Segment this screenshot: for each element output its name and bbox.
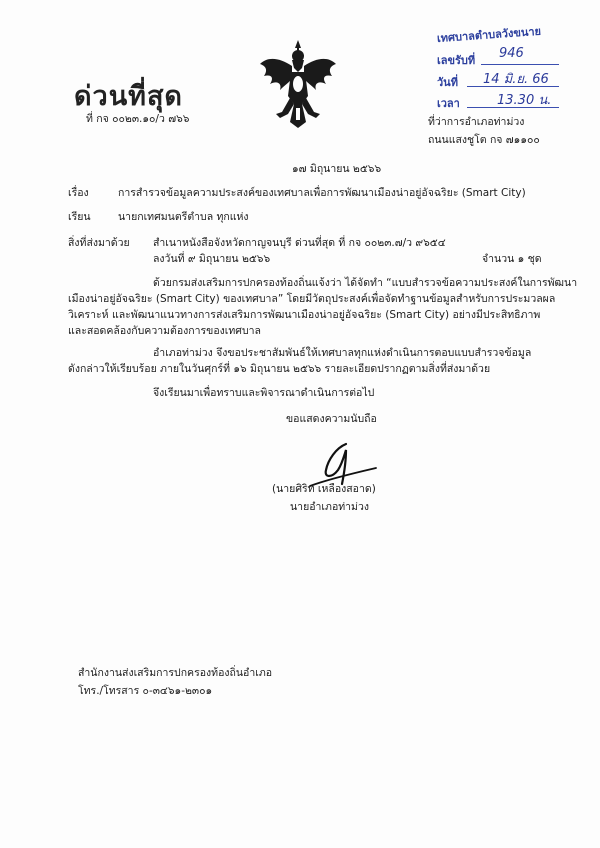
stamp-time-label: เวลา <box>437 97 460 110</box>
body-paragraph-3: จึงเรียนมาเพื่อทราบและพิจารณาดำเนินการต่อไป <box>153 387 375 399</box>
recipient-text: นายกเทศมนตรีตำบล ทุกแห่ง <box>118 211 249 223</box>
sender-office: ที่ว่าการอำเภอท่าม่วง <box>428 116 525 128</box>
stamp-receive-label: เลขรับที่ <box>437 54 476 67</box>
body-paragraph-1-line-1: ด้วยกรมส่งเสริมการปกครองท้องถิ่นแจ้งว่า ได้จัดทำ “แบบสำรวจข้อความประสงค์ในการพัฒนา <box>153 277 578 289</box>
closing-salutation: ขอแสดงความนับถือ <box>286 413 377 425</box>
stamp-time: 13.30 น. <box>497 93 552 108</box>
body-paragraph-1-line-2: เมืองน่าอยู่อัจฉริยะ (Smart City) ของเทศบาล” โดยมีวัตถุประสงค์เพื่อจัดทำฐานข้อมูลสำหรับการประมวลผล <box>68 293 556 305</box>
stamp-date: 14 มิ.ย. 66 <box>483 72 549 87</box>
document-date: ๑๗ มิถุนายน ๒๕๖๖ <box>292 163 382 175</box>
body-paragraph-1-line-4: และสอดคล้องกับความต้องการของเทศบาล <box>68 325 261 337</box>
stamp-receive-number: 946 <box>499 46 524 61</box>
body-paragraph-2-line-2: ดังกล่าวให้เรียบร้อย ภายในวันศุกร์ที่ ๑๖ มิถุนายน ๒๕๖๖ รายละเอียดปรากฏตามสิ่งที่ส่งมาด้วย <box>68 363 491 375</box>
stamp-line-1 <box>481 64 559 65</box>
subject-text: การสำรวจข้อมูลความประสงค์ของเทศบาลเพื่อการพัฒนาเมืองน่าอยู่อัจฉริยะ (Smart City) <box>118 187 526 199</box>
enclosure-line-1: สำเนาหนังสือจังหวัดกาญจนบุรี ด่วนที่สุด ที่ กจ ๐๐๒๓.๗/ว ๙๖๕๔ <box>153 237 446 249</box>
enclosure-line-2: ลงวันที่ ๙ มิถุนายน ๒๕๖๖ <box>153 253 271 265</box>
sender-address: ถนนแสงชูโต กจ ๗๑๑๐๐ <box>428 134 540 146</box>
enclosure-label: สิ่งที่ส่งมาด้วย <box>68 237 130 249</box>
receipt-stamp <box>436 24 561 110</box>
enclosure-count: จำนวน ๑ ชุด <box>482 253 542 265</box>
stamp-date-label: วันที่ <box>437 76 458 89</box>
body-paragraph-1-line-3: วิเคราะห์ และพัฒนาแนวทางการส่งเสริมการพัฒนาเมืองน่าอยู่อัจฉริยะ (Smart City) อย่างมีประสิทธิภาพ <box>68 309 541 321</box>
recipient-label: เรียน <box>68 211 91 223</box>
garuda-emblem-icon <box>258 38 338 130</box>
signer-name: (นายศิริท เหลืองสอาด) <box>272 483 376 495</box>
urgency-heading: ด่วนที่สุด <box>74 81 183 112</box>
stamp-org: เทศบาลตำบลวังขนาย <box>436 24 542 45</box>
document-number: ที่ กจ ๐๐๒๓.๑๐/ว ๗๖๖ <box>86 113 190 125</box>
footer-phone: โทร./โทรสาร ๐-๓๔๖๑-๒๓๐๑ <box>78 685 213 697</box>
signer-position: นายอำเภอท่าม่วง <box>290 501 370 513</box>
footer-office: สำนักงานส่งเสริมการปกครองท้องถิ่นอำเภอ <box>78 667 273 679</box>
body-paragraph-2-line-1: อำเภอท่าม่วง จึงขอประชาสัมพันธ์ให้เทศบาลทุกแห่งดำเนินการตอบแบบสำรวจข้อมูล <box>153 347 532 359</box>
subject-label: เรื่อง <box>68 187 89 199</box>
